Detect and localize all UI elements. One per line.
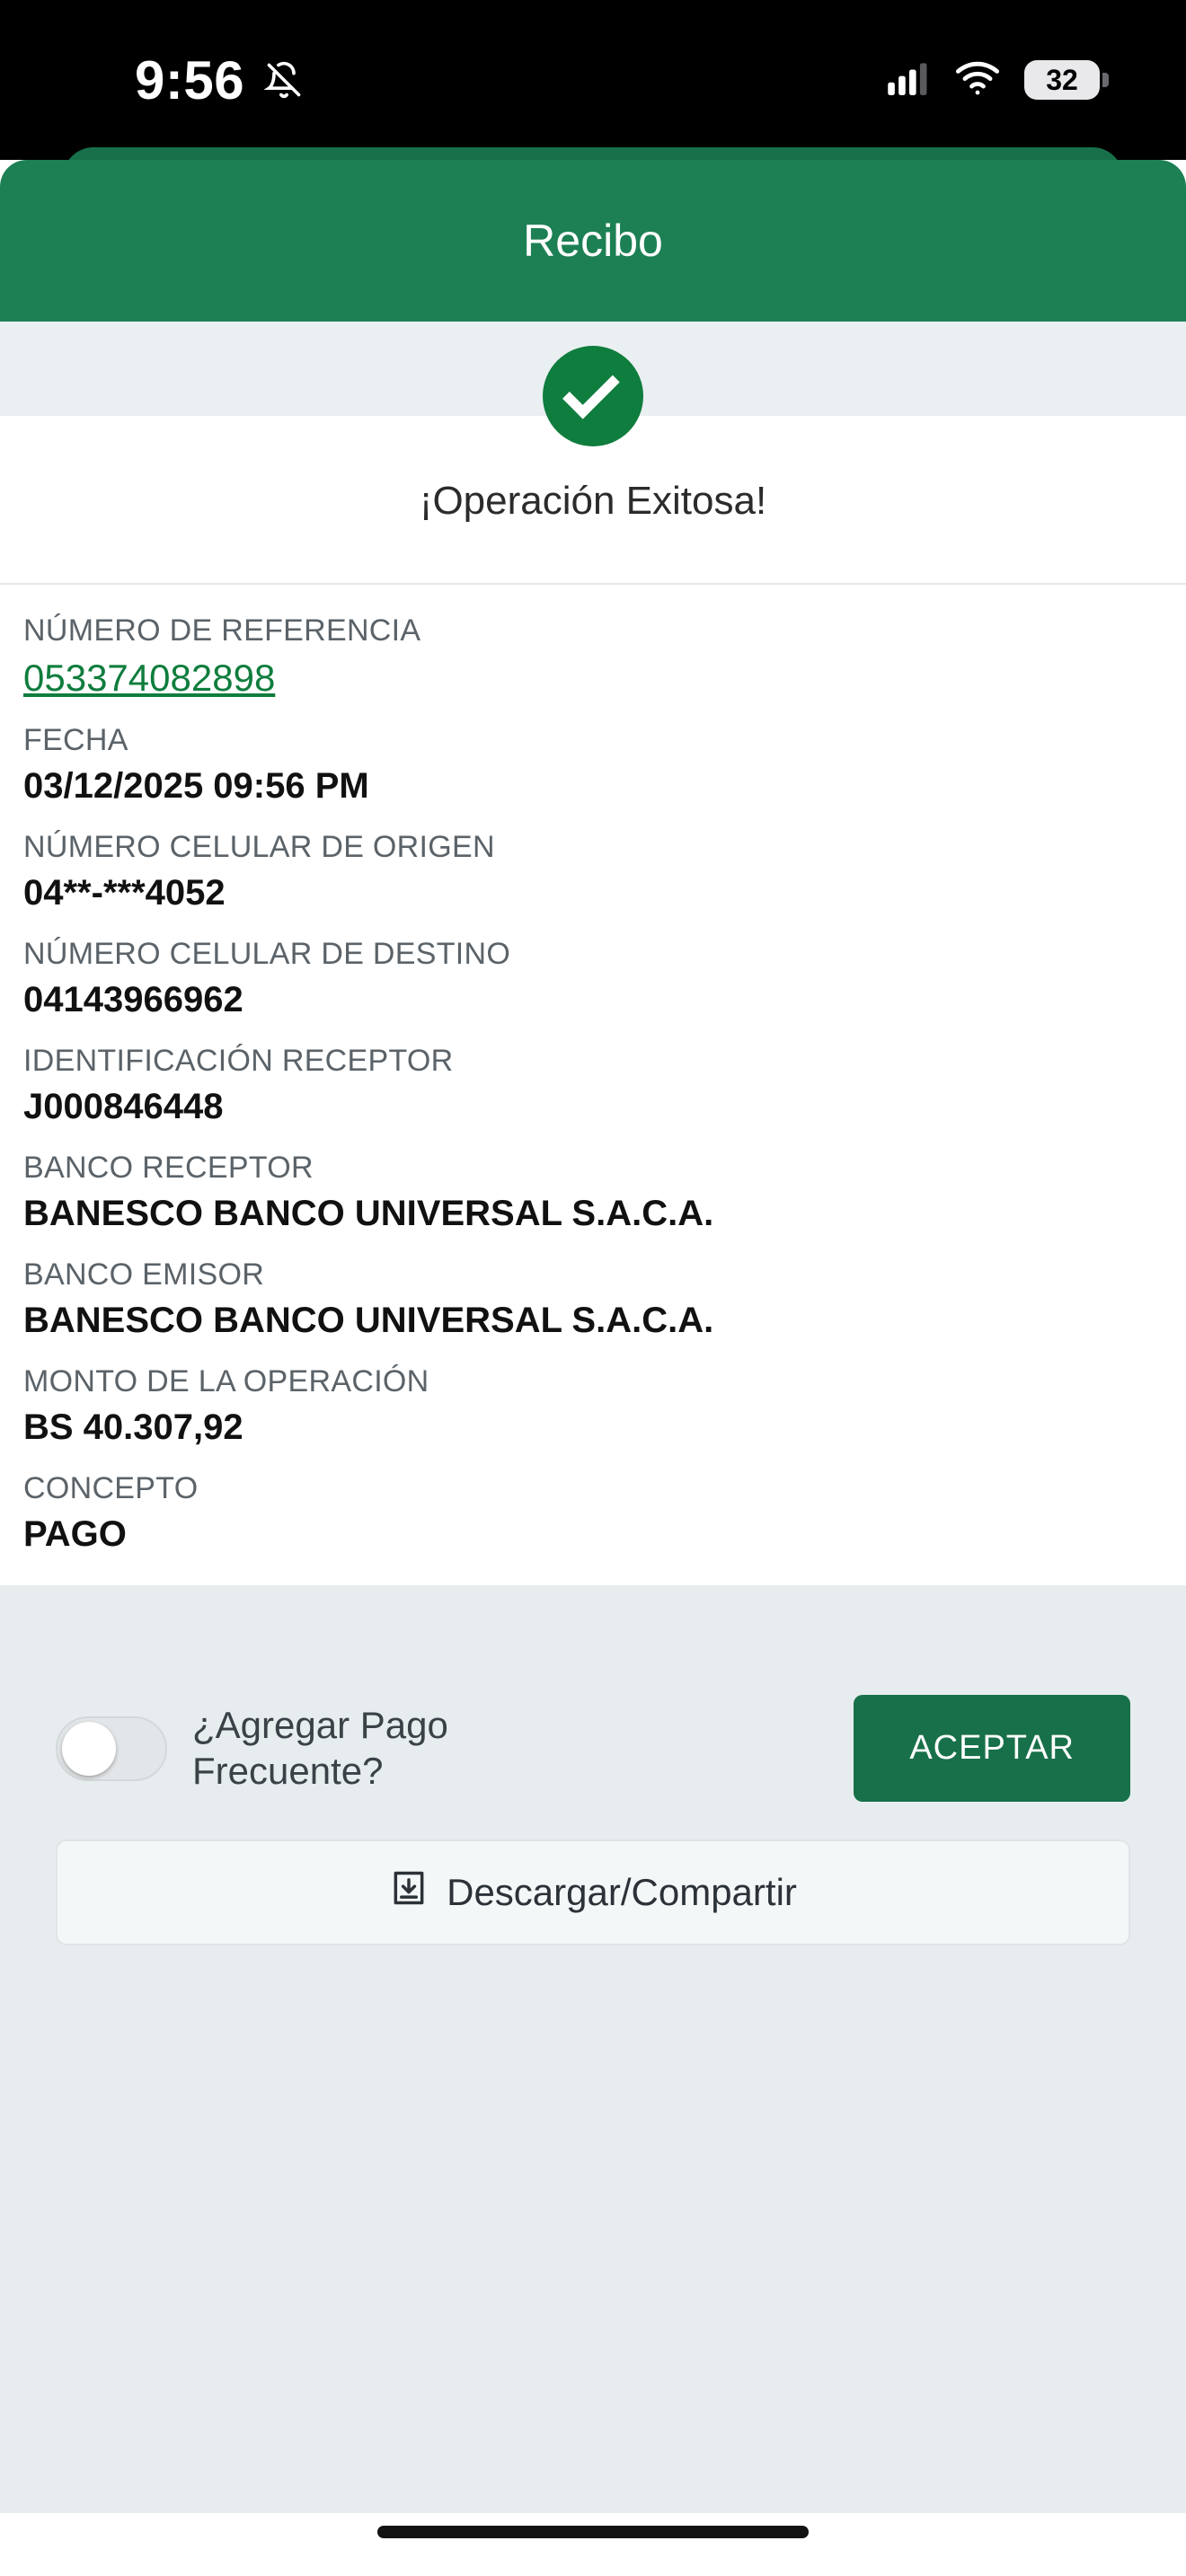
status-bar [0,0,1186,160]
status-icons [888,60,1100,101]
frequent-payment-group [56,1703,570,1794]
home-indicator-area [0,2513,1186,2576]
field-value: 04143966962 [23,980,243,1019]
wifi-icon [954,60,1001,101]
field-label: NÚMERO DE REFERENCIA [23,613,421,648]
receipt-field-reference [23,613,1163,700]
receipt-field-concept [23,1471,1163,1555]
field-label: CONCEPTO [23,1471,199,1505]
field-value: J000846448 [23,1087,224,1126]
bell-muted-icon [264,59,304,101]
receipt-field-receiver-bank [23,1151,1163,1234]
check-circle-icon [543,346,643,446]
app-window [0,160,1186,2576]
success-area [0,416,1186,585]
download-share-label: Descargar/Compartir [447,1871,797,1913]
download-share-button[interactable] [56,1839,1130,1945]
success-message: ¡Operación Exitosa! [419,479,767,523]
status-time-group [135,49,304,111]
frequent-payment-label: ¿Agregar Pago Frecuente? [192,1704,448,1792]
download-icon [389,1867,429,1918]
toggle-knob [62,1722,116,1776]
page-title: Recibo [523,216,663,266]
field-value: 04**-***4052 [23,873,226,913]
receipt-field-destination-phone [23,937,1163,1020]
home-indicator[interactable] [377,2526,809,2538]
field-label: BANCO RECEPTOR [23,1151,314,1185]
footer-primary-row [56,1695,1130,1802]
receipt-details [0,585,1186,1585]
field-value: 03/12/2025 09:56 PM [23,766,369,806]
field-label: NÚMERO CELULAR DE DESTINO [23,937,511,971]
field-value: PAGO [23,1514,127,1554]
receipt-field-origin-phone [23,830,1163,913]
receipt-field-issuer-bank [23,1257,1163,1341]
field-label: MONTO DE LA OPERACIÓN [23,1364,429,1398]
footer-actions [0,1585,1186,2513]
field-value: BANESCO BANCO UNIVERSAL S.A.C.A. [23,1301,714,1340]
app-bar [0,160,1186,322]
field-value: BANESCO BANCO UNIVERSAL S.A.C.A. [23,1194,714,1233]
receipt-field-date [23,723,1163,807]
status-time: 9:56 [135,49,245,110]
field-value: BS 40.307,92 [23,1407,243,1447]
cellular-signal-icon [888,61,931,100]
field-label: BANCO EMISOR [23,1257,265,1292]
field-label: IDENTIFICACIÓN RECEPTOR [23,1044,454,1078]
frequent-payment-toggle[interactable] [56,1716,167,1781]
receipt-field-amount [23,1364,1163,1448]
battery-indicator: 32 [1024,60,1100,100]
accept-button[interactable]: ACEPTAR [854,1695,1130,1802]
reference-number-link[interactable]: 053374082898 [23,657,276,699]
field-label: FECHA [23,723,128,757]
receipt-field-receiver-id [23,1044,1163,1127]
field-label: NÚMERO CELULAR DE ORIGEN [23,830,495,864]
